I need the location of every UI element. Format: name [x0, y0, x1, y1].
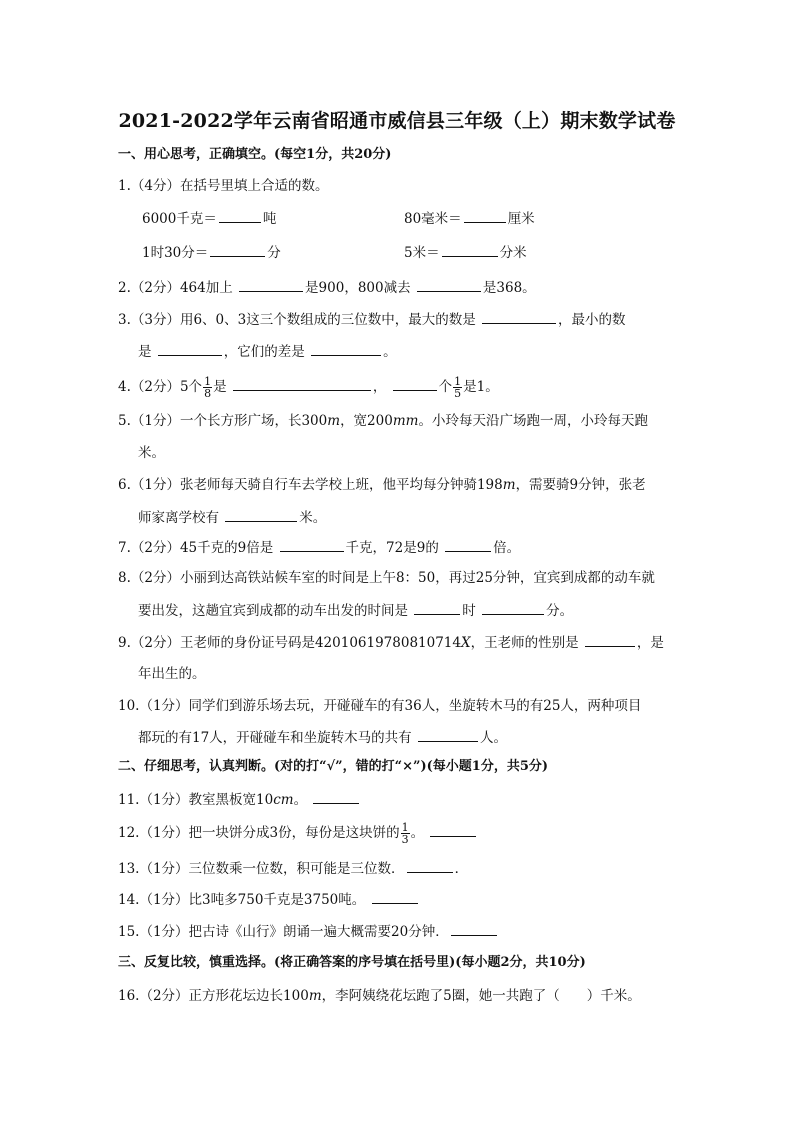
q4-text-2: 是: [213, 379, 227, 395]
q15-text-1: 15.（1分）把古诗《山行》朗诵一遍大概需要20分钟．: [118, 924, 449, 940]
answer-blank[interactable]: [313, 789, 359, 804]
q1-item-a: [142, 208, 276, 229]
answer-blank[interactable]: [233, 376, 371, 391]
answer-blank[interactable]: [482, 309, 556, 324]
q1-d-right: 分米: [499, 245, 527, 261]
q9-text-3: ，是: [636, 635, 664, 651]
q1-item-c: [142, 242, 281, 263]
answer-blank[interactable]: [445, 537, 491, 552]
q14: [118, 889, 420, 910]
section-1-title: 一、用心思考，正确填空。(每空1分，共20分): [118, 147, 392, 162]
q8-text-4: 分。: [546, 603, 574, 619]
q16: [118, 986, 641, 1006]
answer-blank[interactable]: [372, 889, 418, 904]
q9-line-1: [118, 632, 664, 653]
q6-text-4: 米。: [299, 510, 327, 526]
q5-line-2: 米。: [138, 445, 165, 461]
q11: [118, 789, 361, 810]
q5-text-3: 。小玲每天沿广场跑一周，小玲每天跑: [418, 413, 648, 429]
answer-blank[interactable]: [417, 277, 481, 292]
q10-line-2: [138, 727, 507, 748]
answer-blank[interactable]: [210, 242, 265, 257]
q6-text-1: 6.（1分）张老师每天骑自行车去学校上班，他平均每分钟骑198: [118, 477, 503, 493]
fraction-numerator: 1: [401, 821, 409, 834]
exam-title: 2021-2022学年云南省昭通市威信县三年级（上）期末数学试卷: [118, 110, 676, 132]
q4-text-4: 个: [438, 379, 453, 395]
q10-text-3: 人。: [479, 730, 507, 746]
answer-blank[interactable]: [442, 242, 498, 257]
q4-text-5: 是1。: [463, 379, 499, 395]
q5-text-2: ，宽200: [340, 413, 393, 429]
q2: [118, 277, 536, 298]
q13-text-2: ．: [454, 861, 469, 877]
answer-blank[interactable]: [414, 600, 460, 615]
fraction-denominator: 3: [401, 833, 409, 846]
q13: [118, 858, 468, 879]
answer-blank[interactable]: [393, 376, 437, 391]
q16-text-2: ，李阿姨绕花坛跑了5圈，她一共跑了（ ）千米。: [321, 988, 641, 1004]
q5-text-1: 5.（1分）一个长方形广场，长300: [118, 413, 328, 429]
fraction-one-eighth: [203, 376, 212, 399]
answer-blank[interactable]: [430, 822, 476, 837]
section-2-title: 二、仔细思考，认真判断。(对的打“√”，错的打“×”)(每小题1分，共5分): [118, 759, 549, 774]
id-check-letter: X: [460, 635, 471, 651]
answer-blank[interactable]: [585, 632, 635, 647]
q2-text-1: 2.（2分）464加上: [118, 280, 233, 296]
answer-blank[interactable]: [225, 507, 297, 522]
q4-text-3: ，: [372, 379, 387, 395]
q14-text-1: 14.（1分）比3吨多750千克是3750吨。: [118, 892, 366, 908]
q3-text-5: 。: [383, 344, 397, 360]
q3-text-2: ，最小的数: [558, 312, 626, 328]
q3-text-3: 是: [138, 344, 152, 360]
q1-a-left: 6000千克＝: [142, 211, 217, 227]
q6-text-2: ，需要骑9分钟，张老: [515, 477, 646, 493]
answer-blank[interactable]: [158, 341, 222, 356]
answer-blank[interactable]: [219, 208, 261, 223]
q8-line-1: 8.（2分）小丽到达高铁站候车室的时间是上午8：50，再过25分钟，宜宾到成都的动车就: [118, 570, 655, 586]
answer-blank[interactable]: [418, 727, 478, 742]
q3-text-1: 3.（3分）用6、0、3这三个数组成的三位数中，最大的数是: [118, 312, 476, 328]
q1-c-left: 1时30分＝: [142, 245, 209, 261]
fraction-denominator: 8: [204, 387, 212, 400]
answer-blank[interactable]: [451, 921, 497, 936]
fraction-numerator: 1: [454, 375, 462, 388]
q9-text-2: ，王老师的性别是: [470, 635, 579, 651]
unit-mm: mm: [392, 413, 419, 429]
q6-text-3: 师家离学校有: [138, 510, 219, 526]
q1-item-b: [404, 208, 535, 229]
answer-blank[interactable]: [280, 537, 344, 552]
q1-stem: 1.（4分）在括号里填上合适的数。: [118, 178, 329, 194]
q3-line-1: [118, 309, 626, 330]
q8-text-2: 要出发，这趟宜宾到成都的动车出发的时间是: [138, 603, 408, 619]
q2-text-2: 是900，800减去: [305, 280, 411, 296]
unit-m: m: [502, 477, 516, 493]
q15: [118, 921, 499, 942]
q12-text-2: 。: [410, 825, 425, 841]
unit-m: m: [308, 988, 322, 1004]
q8-text-3: 时: [462, 603, 476, 619]
unit-cm: cm: [273, 792, 294, 808]
fraction-one-fifth: [453, 376, 462, 399]
q13-text-1: 13.（1分）三位数乘一位数，积可能是三位数．: [118, 861, 405, 877]
q7-text-1: 7.（2分）45千克的9倍是: [118, 540, 274, 556]
q7-text-2: 千克，72是9的: [345, 540, 439, 556]
q11-text-2: 。: [293, 792, 308, 808]
q1-d-left: 5米＝: [404, 245, 440, 261]
q4: [118, 376, 499, 399]
q1-c-right: 分: [267, 245, 281, 261]
q10-text-2: 都玩的有17人，开碰碰车和坐旋转木马的共有: [138, 730, 412, 746]
section-3-title: 三、反复比较，慎重选择。(将正确答案的序号填在括号里)(每小题2分，共10分): [118, 955, 586, 970]
answer-blank[interactable]: [239, 277, 303, 292]
q8-line-2: [138, 600, 573, 621]
q1-b-left: 80毫米＝: [404, 211, 462, 227]
q3-line-2: [138, 341, 397, 362]
q1-item-d: [404, 242, 527, 263]
q4-text-1: 4.（2分）5个: [118, 379, 203, 395]
q6-line-1: [118, 475, 646, 495]
q16-text-1: 16.（2分）正方形花坛边长100: [118, 988, 309, 1004]
fraction-denominator: 5: [454, 387, 462, 400]
fraction-numerator: 1: [204, 375, 212, 388]
unit-m: m: [327, 413, 341, 429]
q12: [118, 822, 478, 845]
q9-text-1: 9.（2分）王老师的身份证号码是42010619780810714: [118, 635, 461, 651]
answer-blank[interactable]: [464, 208, 506, 223]
q7-text-3: 倍。: [493, 540, 521, 556]
q9-line-2: 年出生的。: [138, 666, 206, 682]
q1-a-right: 吨: [262, 211, 277, 227]
q2-text-3: 是368。: [482, 280, 536, 296]
q11-text-1: 11.（1分）教室黑板宽10: [118, 792, 274, 808]
q6-line-2: [138, 507, 326, 528]
q1-b-right: 厘米: [507, 211, 535, 227]
q12-text-1: 12.（1分）把一块饼分成3份，每份是这块饼的: [118, 825, 400, 841]
answer-blank[interactable]: [482, 600, 544, 615]
q7: [118, 537, 520, 558]
fraction-one-third: [401, 822, 410, 845]
answer-blank[interactable]: [311, 341, 381, 356]
q5-line-1: [118, 411, 648, 431]
q3-text-4: ，它们的差是: [223, 344, 305, 360]
answer-blank[interactable]: [407, 858, 453, 873]
q10-line-1: 10.（1分）同学们到游乐场去玩，开碰碰车的有36人，坐旋转木马的有25人，两种项目: [118, 698, 642, 714]
